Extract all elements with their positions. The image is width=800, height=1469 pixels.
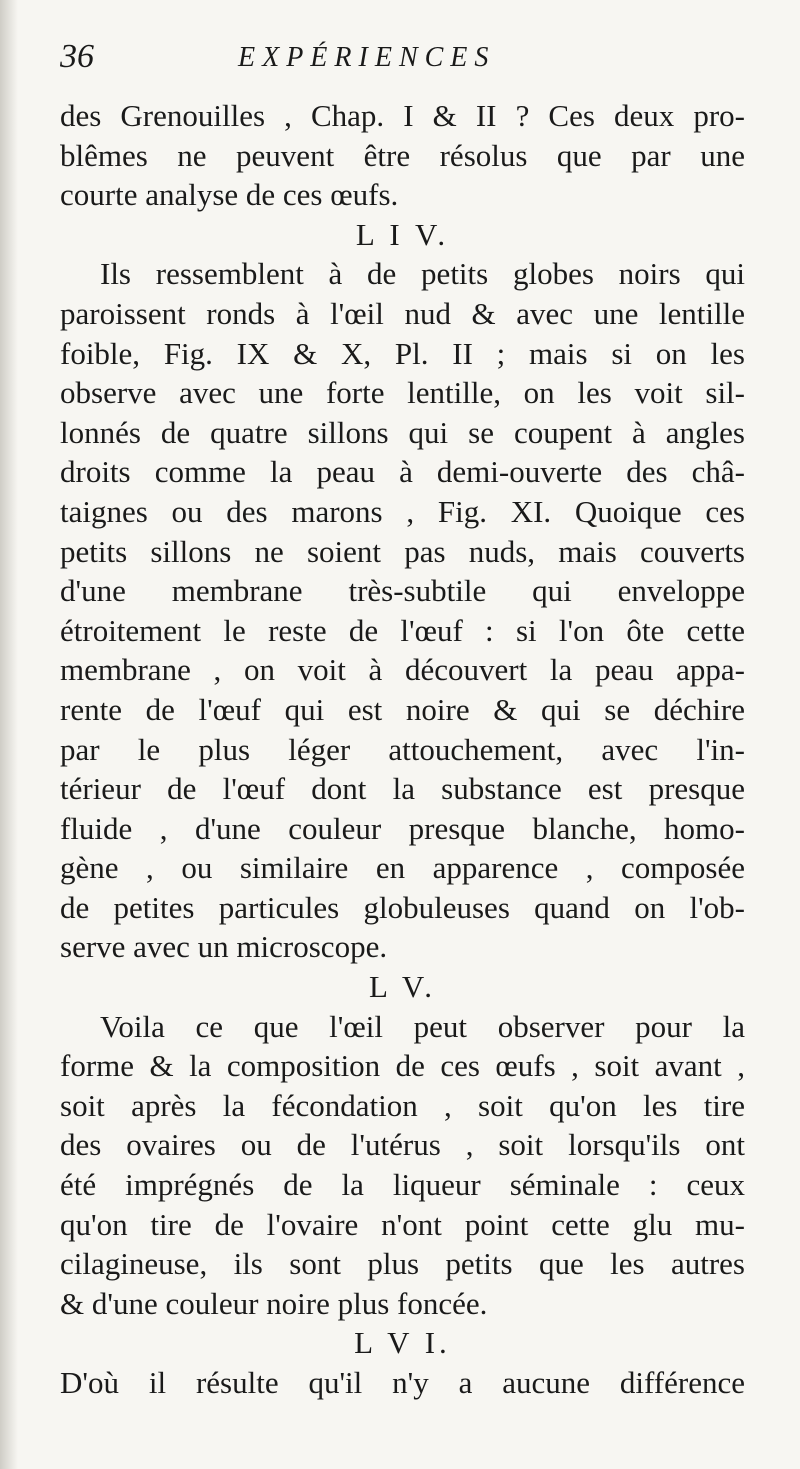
text-line: qu'on tire de l'ovaire n'ont point cette glu mu- <box>60 1206 745 1242</box>
text-line: foible, Fig. IX & X, Pl. II ; mais si on les <box>60 335 745 371</box>
page-gutter-shadow <box>0 0 18 1469</box>
text-line: rente de l'œuf qui est noire & qui se déchire <box>60 691 745 727</box>
page-number: 36 <box>60 38 94 75</box>
text-line: taignes ou des marons , Fig. XI. Quoique ces <box>60 493 745 529</box>
text-line: blêmes ne peuvent être résolus que par une <box>60 137 745 173</box>
paragraph-last-line: & d'une couleur noire plus foncée. <box>60 1285 488 1321</box>
paragraph-last-line: courte analyse de ces œufs. <box>60 177 399 213</box>
text-line: d'une membrane très-subtile qui enveloppe <box>60 573 745 609</box>
text-line: de petites particules globuleuses quand on l'ob- <box>60 889 745 925</box>
text-line: observe avec une forte lentille, on les voit sil- <box>60 375 745 411</box>
text-line: forme & la composition de ces œufs , soit avant , <box>60 1048 745 1084</box>
paragraph-first-line: Voila ce que l'œil peut observer pour la <box>100 1008 745 1044</box>
text-line: par le plus léger attouchement, avec l'in- <box>60 731 745 767</box>
paragraph-last-line: serve avec un microscope. <box>60 929 388 965</box>
body-text <box>60 96 745 1403</box>
paragraph-first-line: Ils ressemblent à de petits globes noirs qui <box>100 256 745 292</box>
text-line: membrane , on voit à découvert la peau appa- <box>60 652 745 688</box>
text-line: gène , ou similaire en apparence , composée <box>60 850 745 886</box>
section-heading: L V. <box>368 969 437 1005</box>
running-head: EXPÉRIENCES <box>238 42 496 73</box>
text-line: térieur de l'œuf dont la substance est presque <box>60 771 745 807</box>
page-header <box>60 38 780 88</box>
text-line: des ovaires ou de l'utérus , soit lorsqu'ils ont <box>60 1127 745 1163</box>
section-heading: L I V. <box>355 216 450 252</box>
text-line: soit après la fécondation , soit qu'on les tire <box>60 1087 745 1123</box>
text-line: cilagineuse, ils sont plus petits que les autres <box>60 1246 745 1282</box>
text-line: D'où il résulte qu'il n'y a aucune différence <box>60 1365 745 1400</box>
text-line: droits comme la peau à demi-ouverte des châ- <box>60 454 745 490</box>
text-line: lonnés de quatre sillons qui se coupent à angles <box>60 414 745 450</box>
text-line: été imprégnés de la liqueur séminale : ceux <box>60 1167 745 1203</box>
text-line: fluide , d'une couleur presque blanche, homo- <box>60 810 745 846</box>
text-line: des Grenouilles , Chap. I & II ? Ces deux pro- <box>60 98 745 133</box>
text-line: étroitement le reste de l'œuf : si l'on ôte cette <box>60 612 745 648</box>
text-line: paroissent ronds à l'œil nud & avec une lentille <box>60 295 745 331</box>
text-line: petits sillons ne soient pas nuds, mais couverts <box>60 533 745 569</box>
section-heading: L V I. <box>354 1325 451 1361</box>
